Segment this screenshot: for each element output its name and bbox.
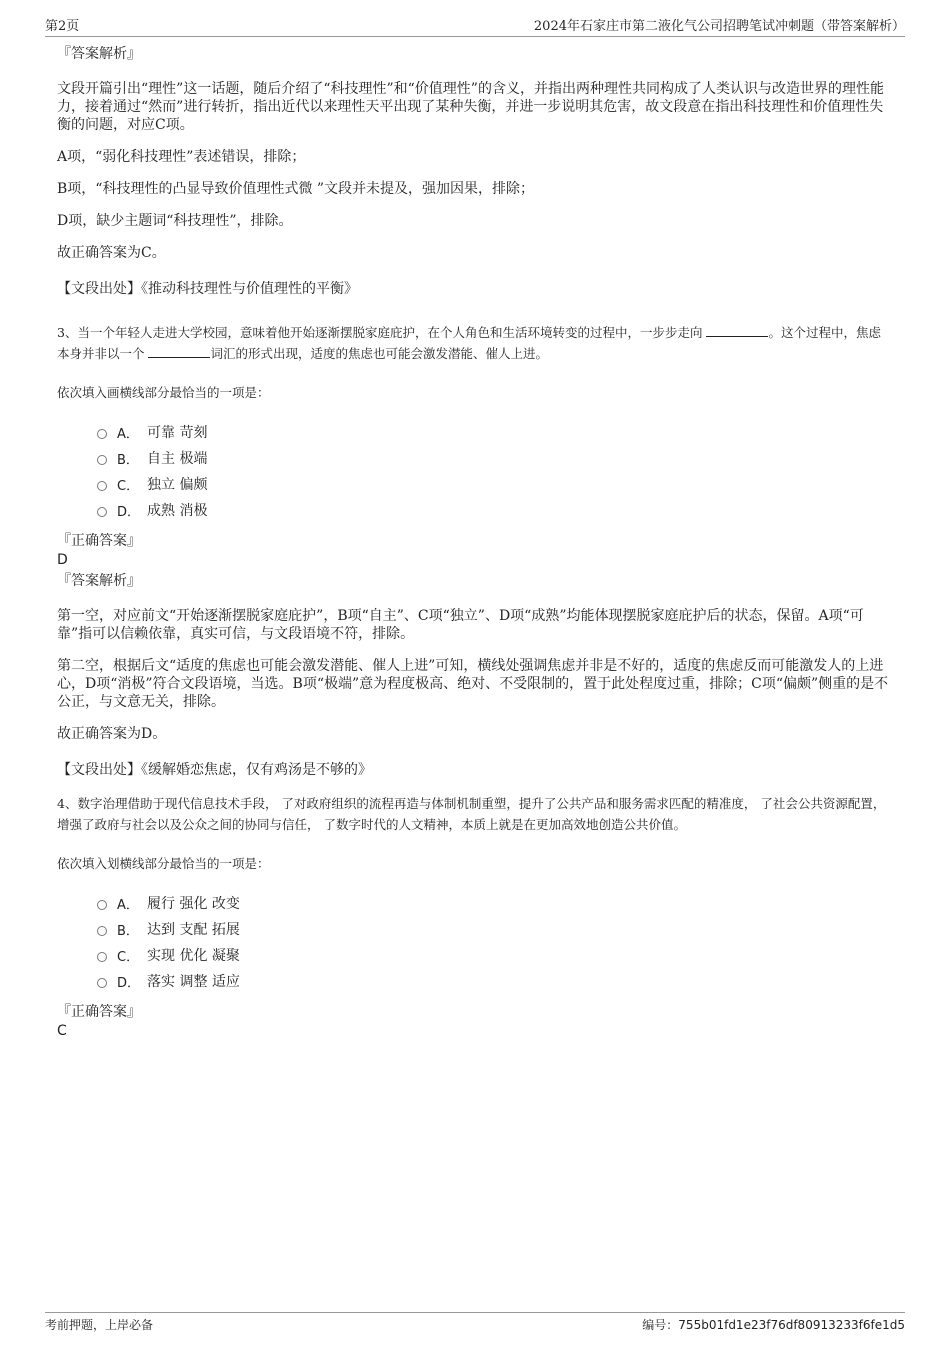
option-b[interactable]: B． 自主 极端 <box>97 445 890 471</box>
option-d[interactable]: D． 成熟 消极 <box>97 497 890 523</box>
analysis-conclusion: 故正确答案为C。 <box>57 245 166 261</box>
option-a[interactable]: A． 可靠 苛刻 <box>97 419 890 445</box>
analysis-conclusion: 故正确答案为D。 <box>57 726 167 742</box>
analysis-paragraph: 第二空，根据后文“适度的焦虑也可能会激发潜能、催人上进”可知，横线处强调焦虑并非是不好的，适度的焦虑反而可能激发人的上进心，D项“消极”符合文段语境，当选。B项“极端”意为程度极高、绝对、不受限制的，置于此处程度过重，排除；C项“偏颇”侧重的是不公正，与文意无关，排除。 <box>57 658 889 710</box>
radio-icon[interactable] <box>97 507 107 517</box>
footer-slogan: 考前押题，上岸必备 <box>45 1318 154 1332</box>
question-4-instruction: 依次填入划横线部分最恰当的一项是： <box>57 856 270 871</box>
option-b[interactable]: B． 达到 支配 拓展 <box>97 916 890 942</box>
page-number: 第2页 <box>45 19 80 34</box>
radio-icon[interactable] <box>97 952 107 962</box>
radio-icon[interactable] <box>97 481 107 491</box>
option-a[interactable]: A． 履行 强化 改变 <box>97 890 890 916</box>
analysis-paragraph: B项，“科技理性的凸显导致价值理性式微 ”文段并未提及，强加因果，排除； <box>57 181 535 197</box>
source-citation: 【文段出处】《推动科技理性与价值理性的平衡》 <box>57 281 358 297</box>
source-citation: 【文段出处】《缓解婚恋焦虑，仅有鸡汤是不够的》 <box>57 762 372 778</box>
correct-answer-label: 『正确答案』 <box>57 533 141 549</box>
question-4-stem: 4、数字治理借助于现代信息技术手段， 了对政府组织的流程再造与体制机制重塑，提升了公共产品和服务需求匹配的精准度， 了社会公共资源配置，增强了政府与社会以及公众之间的协同与信任， 了数字时代的人文精神，本质上就是在更加高效地创造公共价值。 <box>57 796 886 832</box>
question-3-options <box>97 419 890 523</box>
question-3-instruction: 依次填入画横线部分最恰当的一项是： <box>57 385 270 400</box>
analysis-paragraph: 文段开篇引出“理性”这一话题，随后介绍了“科技理性”和“价值理性”的含义，并指出两种理性共同构成了人类认识与改造世界的理性能力，接着通过“然而”进行转折，指出近代以来理性天平出现了某种失衡，并进一步说明其危害，故文段意在指出科技理性和价值理性失衡的问题，对应C项。 <box>57 81 884 133</box>
page-content <box>57 44 890 1040</box>
radio-icon[interactable] <box>97 900 107 910</box>
correct-answer: D <box>57 552 68 568</box>
document-title: 2024年石家庄市第二液化气公司招聘笔试冲刺题（带答案解析） <box>533 19 905 34</box>
analysis-label: 『答案解析』 <box>57 573 141 589</box>
option-c[interactable]: C． 独立 偏颇 <box>97 471 890 497</box>
analysis-paragraph: A项，“弱化科技理性”表述错误，排除； <box>57 149 306 165</box>
radio-icon[interactable] <box>97 455 107 465</box>
question-3-stem: 3、当一个年轻人走进大学校园，意味着他开始逐渐摆脱家庭庇护，在个人角色和生活环境转变的过程中，一步步走向 。这个过程中，焦虑本身并非以一个 词汇的形式出现，适度的焦虑也可能会激发潜能、催人上进。 <box>57 325 881 361</box>
analysis-paragraph: 第一空，对应前文“开始逐渐摆脱家庭庇护”，B项“自主”、C项“独立”、D项“成熟”均能体现摆脱家庭庇护后的状态，保留。A项“可靠”指可以信赖依靠，真实可信，与文段语境不符，排除。 <box>57 608 864 642</box>
correct-answer: C <box>57 1023 67 1039</box>
radio-icon[interactable] <box>97 429 107 439</box>
correct-answer-label: 『正确答案』 <box>57 1004 141 1020</box>
page-header <box>45 12 905 37</box>
radio-icon[interactable] <box>97 978 107 988</box>
page-footer <box>45 1312 905 1333</box>
question-4-options <box>97 890 890 994</box>
document-serial: 编号：755b01fd1e23f76df80913233f6fe1d5 <box>642 1318 905 1332</box>
radio-icon[interactable] <box>97 926 107 936</box>
option-d[interactable]: D． 落实 调整 适应 <box>97 968 890 994</box>
option-c[interactable]: C． 实现 优化 凝聚 <box>97 942 890 968</box>
analysis-label: 『答案解析』 <box>57 46 141 62</box>
analysis-paragraph: D项，缺少主题词“科技理性”，排除。 <box>57 213 293 229</box>
